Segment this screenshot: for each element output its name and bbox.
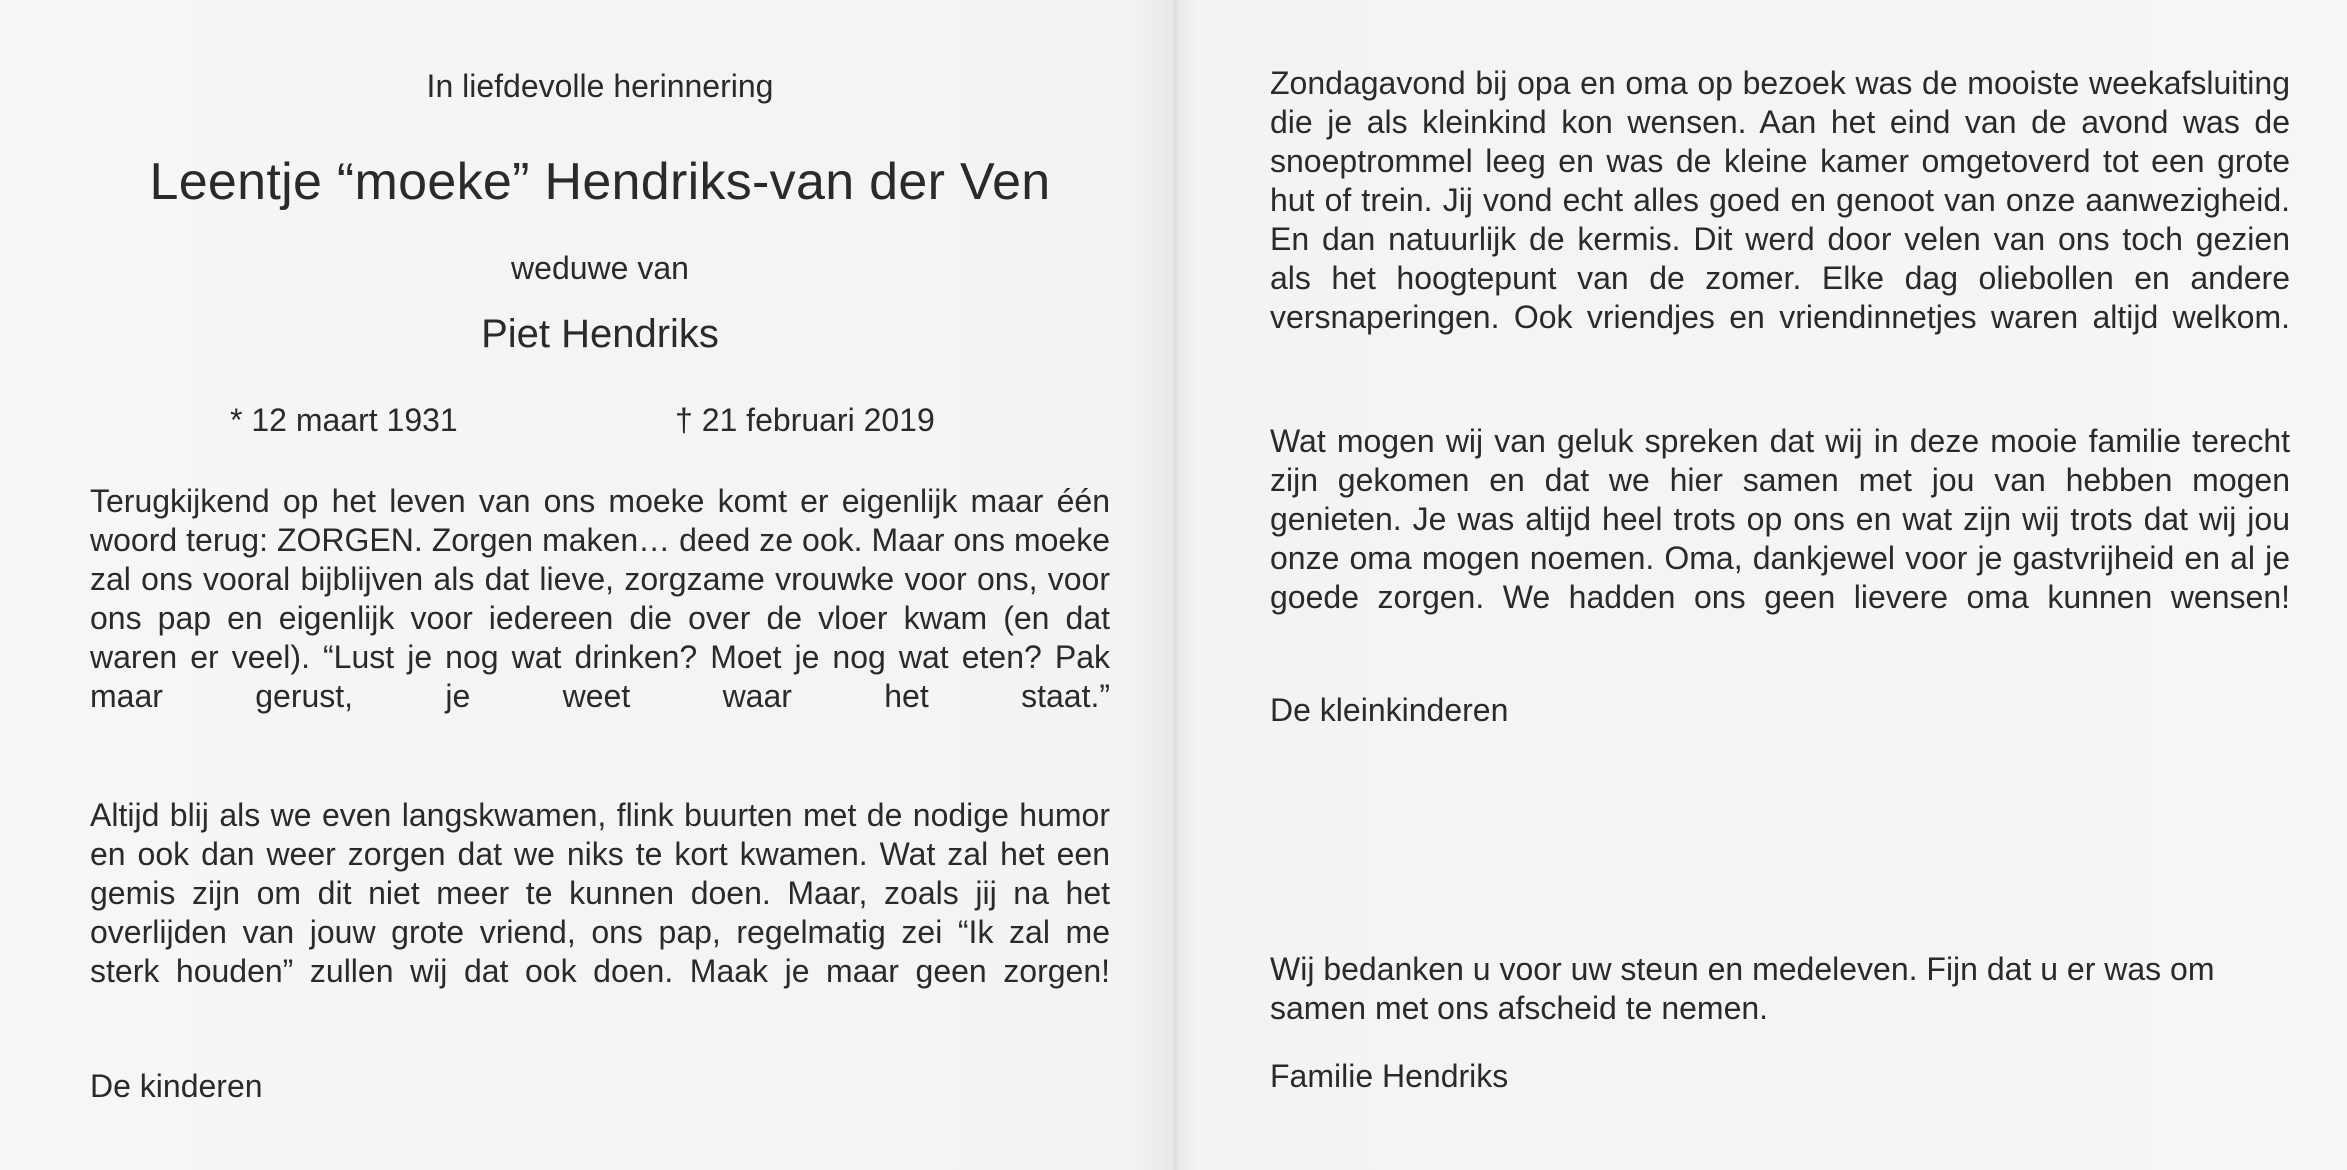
- left-panel: [90, 0, 1110, 1170]
- widow-of-line: weduwe van: [511, 250, 689, 286]
- family-signature: Familie Hendriks: [1270, 1058, 1509, 1094]
- children-paragraph-2: Altijd blij als we even langskwamen, flink buurten met de nodige humor en ook dan weer zorgen dat we niks te kort kwamen. Wat zal het een gemis zijn om dit niet meer te kunnen doen. Maar, zoals jij na het overlijden van jouw grote vriend, ons pap, regelmatig zei “Ik zal me sterk houden” zullen wij dat ook doen. Maak je maar geen zorgen!: [90, 797, 1110, 989]
- birth-date: * 12 maart 1931: [230, 402, 458, 438]
- children-signature: De kinderen: [90, 1068, 263, 1104]
- grandchildren-paragraph-2: Wat mogen wij van geluk spreken dat wij in deze mooie familie terecht zijn gekomen en dat we hier samen met jou van hebben mogen genieten. Je was altijd heel trots op ons en wat zijn wij trots dat wij jou onze oma mogen noemen. Oma, dankjewel voor je gastvrijheid en al je goede zorgen. We hadden ons geen lievere oma kunnen wensen!: [1270, 423, 2290, 615]
- right-panel: [1270, 0, 2290, 1170]
- card-fold: [1172, 0, 1178, 1170]
- thanks-paragraph: Wij bedanken u voor uw steun en medeleven. Fijn dat u er was om samen met ons afscheid te nemen.: [1270, 951, 2215, 1026]
- deceased-name: Leentje “moeke” Hendriks-van der Ven: [149, 153, 1051, 211]
- intro-line: In liefdevolle herinnering: [426, 68, 774, 104]
- death-date: † 21 februari 2019: [675, 402, 935, 438]
- children-paragraph-1: Terugkijkend op het leven van ons moeke komt er eigenlijk maar één woord terug: ZORGEN. Zorgen maken… deed ze ook. Maar ons moeke zal ons vooral bijblijven als dat lieve, zorgzame vrouwke voor ons, voor ons pap en eigenlijk voor iedereen die over de vloer kwam (en dat waren er veel). “Lust je nog wat drinken? Moet je nog wat eten? Pak maar gerust, je weet waar het staat.”: [90, 483, 1110, 714]
- grandchildren-signature: De kleinkinderen: [1270, 692, 1509, 728]
- grandchildren-paragraph-1: Zondagavond bij opa en oma op bezoek was de mooiste weekafsluiting die je als kleinkind kon wensen. Aan het eind van de avond was de snoeptrommel leeg en was de kleine kamer omgetoverd tot een grote hut of trein. Jij vond echt alles goed en genoot van onze aanwezigheid. En dan natuurlijk de kermis. Dit werd door velen van ons toch gezien als het hoogtepunt van de zomer. Elke dag oliebollen en andere versnaperingen. Ook vriendjes en vriendinnetjes waren altijd welkom.: [1270, 65, 2290, 335]
- husband-name: Piet Hendriks: [481, 312, 719, 356]
